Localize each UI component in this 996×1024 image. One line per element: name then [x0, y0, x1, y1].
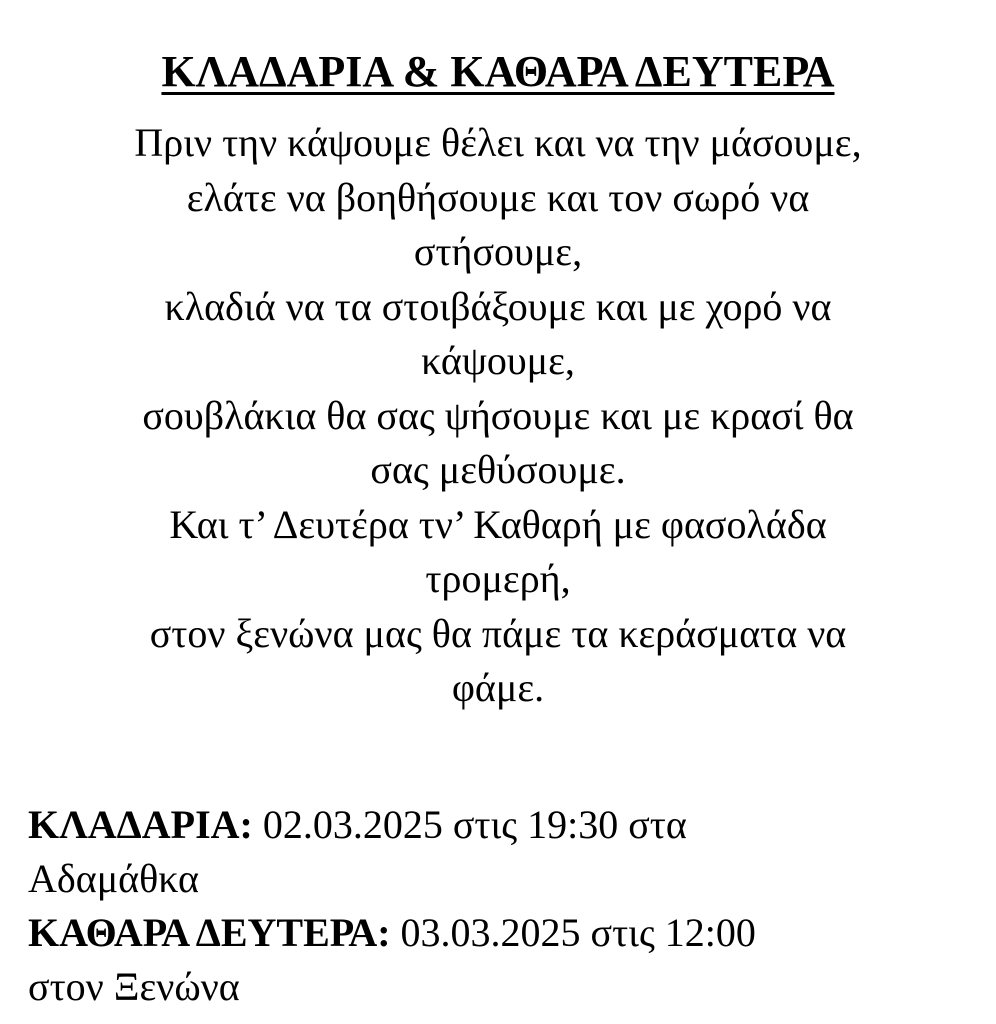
event-kladaria-first-line: [28, 798, 978, 852]
event-kladaria-datetime: 02.03.2025 στις 19:30 στα: [262, 802, 687, 847]
poem-line: ελάτε να βοηθήσουμε και τον σωρό να: [186, 174, 810, 220]
event-kathara-deftera-datetime: 03.03.2025 στις 12:00: [400, 910, 756, 955]
event-kathara-deftera-first-line: [28, 906, 978, 960]
title-text: ΚΛΑΔΑΡΙΑ & ΚΑΘΑΡΑ ΔΕΥΤΕΡΑ: [161, 47, 835, 96]
poem-line: Και τ’ Δευτέρα τν’ Καθαρή με φασολάδα: [169, 501, 827, 547]
event-kathara-deftera-label: ΚΑΘΑΡΑ ΔΕΥΤΕΡΑ:: [28, 910, 391, 955]
poem-line: στήσουμε,: [413, 229, 583, 274]
poem-block: [20, 116, 976, 716]
event-schedule: [28, 798, 978, 1014]
poem-line: τρομερή,: [425, 556, 571, 601]
event-kladaria-location: Αδαμάθκα: [28, 856, 200, 901]
event-kladaria-label: ΚΛΑΔΑΡΙΑ:: [28, 802, 253, 847]
poem-line: κάψουμε,: [421, 338, 575, 383]
event-kathara-deftera: [28, 906, 978, 1014]
poem-line: Πριν την κάψουμε θέλει και να την μάσουμε,: [134, 120, 862, 165]
poem-line: κλαδιά να τα στοιβάξουμε και με χορό να: [164, 283, 832, 329]
poem-line: φάμε.: [451, 665, 545, 710]
poem-line: στον ξενώνα μας θα πάμε τα κεράσματα να: [149, 610, 847, 656]
event-kladaria: [28, 798, 978, 906]
event-kathara-deftera-location: στον Ξενώνα: [28, 964, 240, 1009]
poem-line: σας μεθύσουμε.: [370, 447, 626, 492]
document-title: [0, 46, 996, 98]
poem-line: σουβλάκια θα σας ψήσουμε και με κρασί θα: [142, 392, 854, 438]
